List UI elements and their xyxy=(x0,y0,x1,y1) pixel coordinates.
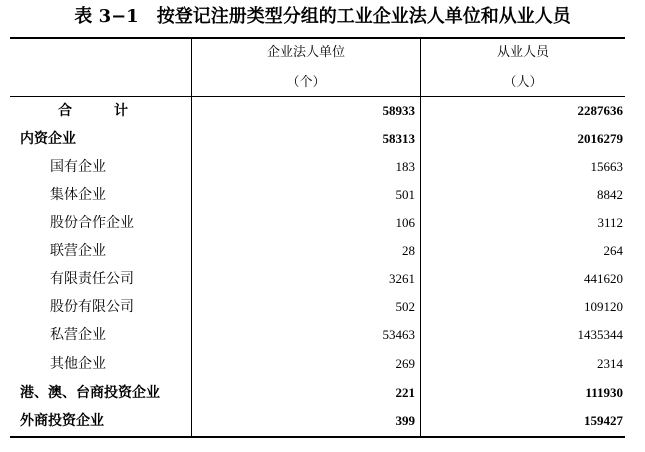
units-value: 183 xyxy=(395,159,415,174)
units-value: 501 xyxy=(395,187,415,202)
table-row-total xyxy=(10,97,625,125)
table-row xyxy=(10,181,625,209)
employees-value: 109120 xyxy=(584,299,623,314)
row-label: 联营企业 xyxy=(50,243,106,259)
row-label: 内资企业 xyxy=(20,131,76,147)
table-row xyxy=(10,293,625,321)
units-value: 221 xyxy=(395,385,415,400)
row-label: 港、澳、台商投资企业 xyxy=(20,385,160,401)
row-label: 股份有限公司 xyxy=(50,299,134,315)
table-row xyxy=(10,379,625,407)
table-title: 表 3−1 按登记注册类型分组的工业企业法人单位和从业人员 xyxy=(74,6,571,27)
units-value: 269 xyxy=(395,356,415,371)
column-header-employees-unit: （人） xyxy=(503,75,543,90)
column-header-units-unit: （个） xyxy=(286,75,326,90)
employees-value: 264 xyxy=(603,243,623,258)
table-row xyxy=(10,153,625,181)
employees-value: 2314 xyxy=(597,356,623,371)
employees-value: 159427 xyxy=(584,413,623,428)
employees-value: 8842 xyxy=(597,187,623,202)
table-row xyxy=(10,125,625,153)
row-label: 有限责任公司 xyxy=(50,271,134,287)
employees-value: 2016279 xyxy=(577,131,623,146)
table-row xyxy=(10,265,625,293)
employees-value: 1435344 xyxy=(577,327,623,342)
row-label: 外商投资企业 xyxy=(20,413,104,429)
units-value: 28 xyxy=(402,243,415,258)
row-label: 股份合作企业 xyxy=(50,215,134,231)
row-label: 国有企业 xyxy=(50,159,106,175)
units-value: 3261 xyxy=(389,271,415,286)
column-header-units xyxy=(192,45,420,61)
table-row xyxy=(10,209,625,237)
employees-value: 15663 xyxy=(590,159,623,174)
employees-value: 2287636 xyxy=(577,103,623,118)
column-header-employees xyxy=(421,45,625,61)
row-label: 私营企业 xyxy=(50,327,106,343)
employees-value: 3112 xyxy=(597,215,623,230)
units-value: 58933 xyxy=(382,103,415,118)
row-label: 集体企业 xyxy=(50,187,106,203)
employees-value: 111930 xyxy=(585,385,623,400)
units-value: 399 xyxy=(395,413,415,428)
employees-value: 441620 xyxy=(584,271,623,286)
row-label: 其他企业 xyxy=(50,356,106,372)
table-row xyxy=(10,237,625,265)
bottom-rule xyxy=(10,436,625,438)
units-value: 58313 xyxy=(382,131,415,146)
units-value: 53463 xyxy=(382,327,415,342)
column-header-employees-label: 从业人员 xyxy=(496,45,549,60)
table-row xyxy=(10,407,625,435)
table-row xyxy=(10,350,625,378)
table-row xyxy=(10,321,625,349)
column-header-units-label: 企业法人单位 xyxy=(266,45,345,60)
row-label: 合 计 xyxy=(58,103,142,119)
top-rule xyxy=(10,37,625,39)
units-value: 502 xyxy=(395,299,415,314)
units-value: 106 xyxy=(395,215,415,230)
